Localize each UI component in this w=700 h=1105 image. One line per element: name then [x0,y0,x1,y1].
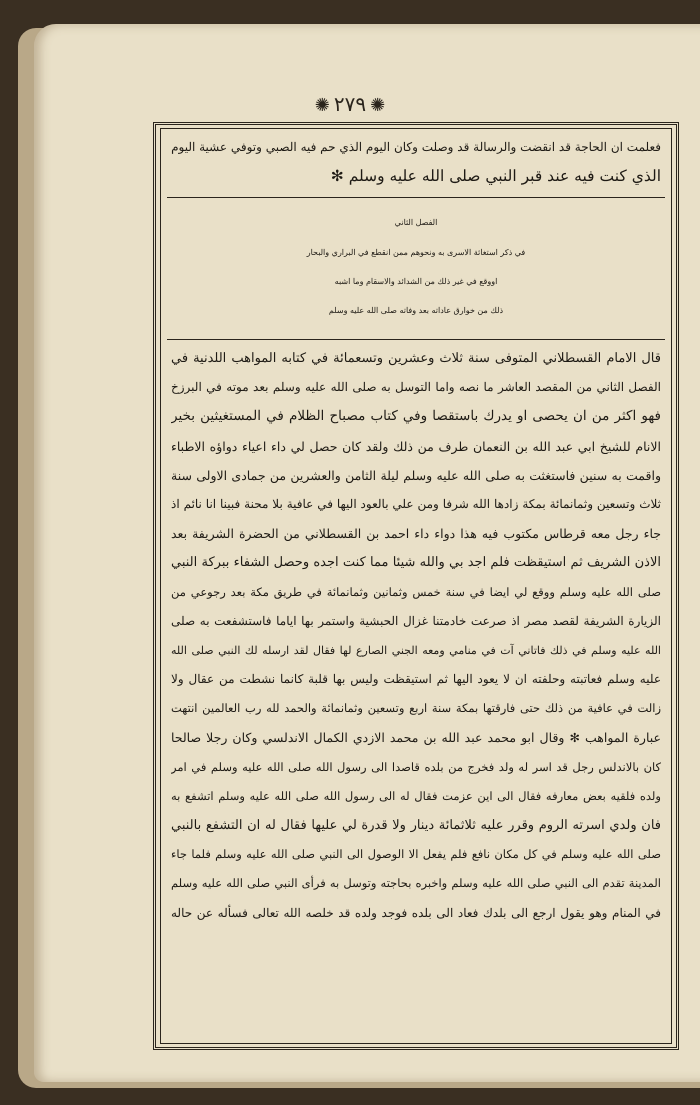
intro-line: الذي كنت فيه عند قبر النبي صلى الله عليه وسلم ✻ [330,167,661,185]
ornament-icon-left: ✺ [370,95,386,116]
body-line: ثلاث وتسعين وثمانمائة بمكة زادها الله شرفا ومن علي بالعود اليها في عافية بلا محنة فبينا انا نائم اذ [171,496,661,511]
text-frame [160,128,672,1044]
body-line: المدينة تقدم الى النبي صلى الله عليه وسلم واخبره بحاجته وتوسل به فرأى النبي صلى الله عليه وسلم [171,876,661,891]
intro-paragraph [161,129,671,197]
body-line: صلى الله عليه وسلم ووقع لي ايضا في سنة خمس وثمانين وثمانمائة في طريق مكة بعد رجوعي من [171,584,661,599]
body-line: زالت في عافية من ذلك حتى فارقتها بمكة سنة اربع وتسعين وثمانمائة والحمد لله رب العالمين انتهت [171,701,661,716]
body-line: فهو اكثر من ان يحصى او يدرك باستقصا وفي كتاب مصباح الظلام في المستغيثين بخير [171,408,661,425]
body-line: جاء رجل معه قرطاس مكتوب فيه هذا دواء داء احمد بن القسطلاني من الحضرة الشريفة بعد [171,526,661,542]
body-line: الله عليه وسلم في ذلك فاتاني آت في منامي ومعه الجني الصارع لها فقال لقد ارسله لك النبي صلى الله [171,643,661,657]
section-title: الفصل الثاني [394,218,438,227]
body-line: الزيارة الشريفة لقصد مصر اذ صرعت خادمتنا غزال الحبشية واستمر بها اياما فاستشفعت به صلى [171,613,661,628]
body-paragraph [161,340,671,928]
page-number-header [0,92,700,116]
ornament-icon-right: ✺ [314,95,330,116]
section-subtitle-line: في ذكر استغاثة الاسرى به ونحوهم ممن انقطع في البراري والبحار [306,248,526,257]
body-line: قال الامام القسطلاني المتوفى سنة ثلاث وعشرين وتسعمائة في كتابه المواهب اللدنية في [171,351,661,366]
body-line: واقمت به سنين فاستغثت به صلى الله عليه وسلم ليلة الثامن والعشرين من جمادى الاولى سنة [171,467,661,483]
page-number: ٢٧٩ [333,92,367,116]
body-line: فان ولدي اسرته الروم وقرر عليه ثلاثمائة دينار ولا قدرة لي عليها فقال له ان التشفع بالنبي [171,818,661,833]
body-line: عبارة المواهب ✻ وقال ابو محمد عبد الله بن محمد الازدي الكمال الاندلسي وكان رجلا صالحا [171,730,661,746]
body-line: في المنام وهو يقول ارجع الى بلدك فعاد الى بلده فوجد ولده قد خلصه الله تعالى فسأله عن حاله [171,905,661,920]
section-subtitle-line: ذلك من خوارق عاداته بعد وفاته صلى الله عليه وسلم [328,306,504,315]
body-line: الفصل الثاني من المقصد العاشر ما نصه واما التوسل به صلى الله عليه وسلم بعد موته في البرزخ [171,380,661,395]
body-line: كان بالاندلس رجل قد اسر له ولد فخرج من بلده قاصدا الى رسول الله صلى الله عليه وسلم في امر [171,759,661,774]
body-line: الاذن الشريف ثم استيقظت فلم اجد بي والله شيئا مما كنت اجده وحصل الشفاء ببركة النبي [171,555,661,571]
body-line: ولده فلقيه بعض معارفه فقال الى اين عزمت فقال له الى رسول الله صلى الله عليه وسلم اتشفع به [171,788,661,803]
body-line: صلى الله عليه وسلم في كل مكان نافع فلم يفعل الا الوصول الى النبي صلى الله عليه وسلم فلما جاء [171,847,661,862]
body-line: عليه وسلم فعاتبته وحلفته ان لا يعود اليها ثم استيقظت وليس بها قلبة كانما نشطت من عقال ولا [171,672,661,687]
intro-line: فعلمت ان الحاجة قد انقضت والرسالة قد وصلت وكان اليوم الذي حم فيه الصبي وتوفي عشية اليوم [171,140,661,154]
body-line: الانام للشيخ ابي عبد الله بن النعمان طرف من ذلك ولقد كان حصل لي داء اعياء دواؤه الاطباء [171,438,661,454]
section-heading [161,198,671,339]
section-subtitle-line: اووقع في غير ذلك من الشدائد والاسقام وما اشبه [334,277,498,286]
